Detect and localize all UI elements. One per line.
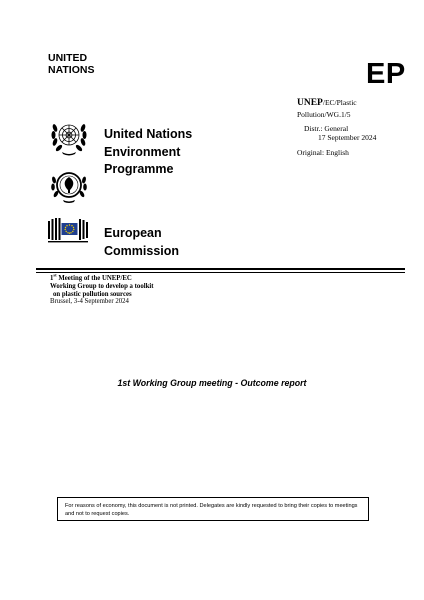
united-nations-heading — [48, 52, 138, 76]
unep-emblem-icon — [49, 164, 89, 204]
unep-name-line-3: Programme — [104, 162, 174, 176]
distribution-block — [304, 124, 414, 142]
meeting-ordinal-suffix: st — [53, 272, 57, 278]
meeting-line-1 — [50, 272, 230, 283]
european-commission-logo-icon — [48, 217, 90, 245]
meeting-line-2: Working Group to develop a toolkit — [50, 282, 154, 290]
economy-notice-text: For reasons of economy, this document is not printed. Delegates are kindly requested to bring their copies to meetings and not to request copies. — [65, 503, 358, 517]
header-divider-thick — [36, 268, 405, 270]
un-emblem-icon — [49, 116, 89, 156]
meeting-info — [50, 272, 230, 306]
economy-notice-box — [57, 497, 369, 521]
org-line-1: UNITED — [48, 52, 88, 64]
symbol-prefix: UNEP — [297, 98, 323, 108]
language-code: EP — [366, 58, 406, 90]
original-language: Original: English — [297, 148, 349, 157]
distribution-label: Distr.: General — [304, 124, 349, 133]
distribution-date: 17 September 2024 — [318, 133, 377, 142]
meeting-line-1-rest: Meeting of the UNEP/EC — [56, 275, 132, 282]
european-commission-name — [104, 225, 234, 260]
document-symbol — [297, 96, 407, 120]
document-title: 1st Working Group meeting - Outcome report — [117, 378, 307, 388]
unep-name-line-1: United Nations — [104, 127, 193, 141]
unep-name — [104, 126, 234, 179]
symbol-suffix-line-1: /EC/Plastic — [322, 98, 357, 107]
symbol-suffix-line-2: Pollution/WG.1/5 — [297, 110, 351, 119]
meeting-line-3: on plastic pollution sources — [53, 290, 132, 298]
org-line-2: NATIONS — [48, 64, 95, 76]
meeting-ordinal-number: 1 — [50, 275, 54, 282]
ec-name-line-2: Commission — [104, 243, 180, 258]
header-divider-thin — [36, 272, 405, 273]
unep-name-line-2: Environment — [104, 144, 181, 159]
meeting-location-date: Brussel, 3-4 September 2024 — [50, 298, 129, 306]
ec-name-line-1: European — [104, 226, 162, 240]
